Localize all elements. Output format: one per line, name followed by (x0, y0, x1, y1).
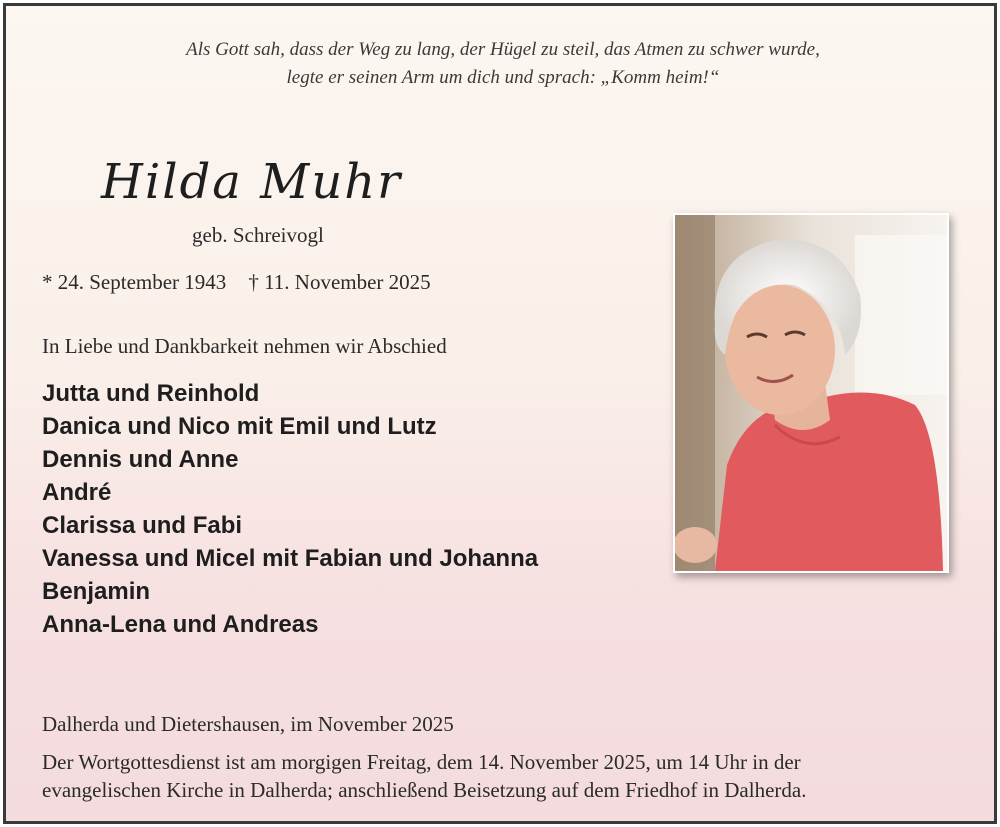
mourner-item: Dennis und Anne (42, 446, 239, 473)
service-line-1: Der Wortgottesdienst ist am morgigen Freitag, dem 14. November 2025, um 14 Uhr in der (42, 750, 801, 774)
place-and-date: Dalherda und Dietershausen, im November 2025 (42, 712, 454, 736)
mourner-item: Vanessa und Micel mit Fabian und Johanna (42, 545, 539, 572)
deceased-name: Hilda Muhr (101, 154, 403, 210)
life-dates (42, 270, 431, 295)
birth-date: * 24. September 1943 (42, 270, 227, 294)
maiden-name: geb. Schreivogl (192, 223, 324, 247)
service-line-2: evangelischen Kirche in Dalherda; anschließend Beisetzung auf dem Friedhof in Dalherda. (42, 778, 807, 802)
memorial-quote (6, 36, 1000, 92)
portrait-photo (673, 213, 949, 573)
quote-line-2: legte er seinen Arm um dich und sprach: „Komm heim!“ (286, 67, 720, 88)
mourner-item: Jutta und Reinhold (42, 380, 260, 407)
portrait-illustration (675, 215, 947, 571)
obituary-frame (3, 3, 997, 824)
mourner-item: Danica und Nico mit Emil und Lutz (42, 413, 437, 440)
mourner-item: André (42, 479, 112, 506)
quote-line-1: Als Gott sah, dass der Weg zu lang, der Hügel zu steil, das Atmen zu schwer wurde, (186, 39, 820, 60)
death-date: † 11. November 2025 (248, 270, 431, 294)
mourner-item: Benjamin (42, 578, 151, 605)
mourner-item: Anna-Lena und Andreas (42, 611, 319, 638)
farewell-text: In Liebe und Dankbarkeit nehmen wir Abschied (42, 334, 447, 358)
service-info (42, 748, 982, 804)
mourners-list (42, 377, 538, 641)
mourner-item: Clarissa und Fabi (42, 512, 243, 539)
